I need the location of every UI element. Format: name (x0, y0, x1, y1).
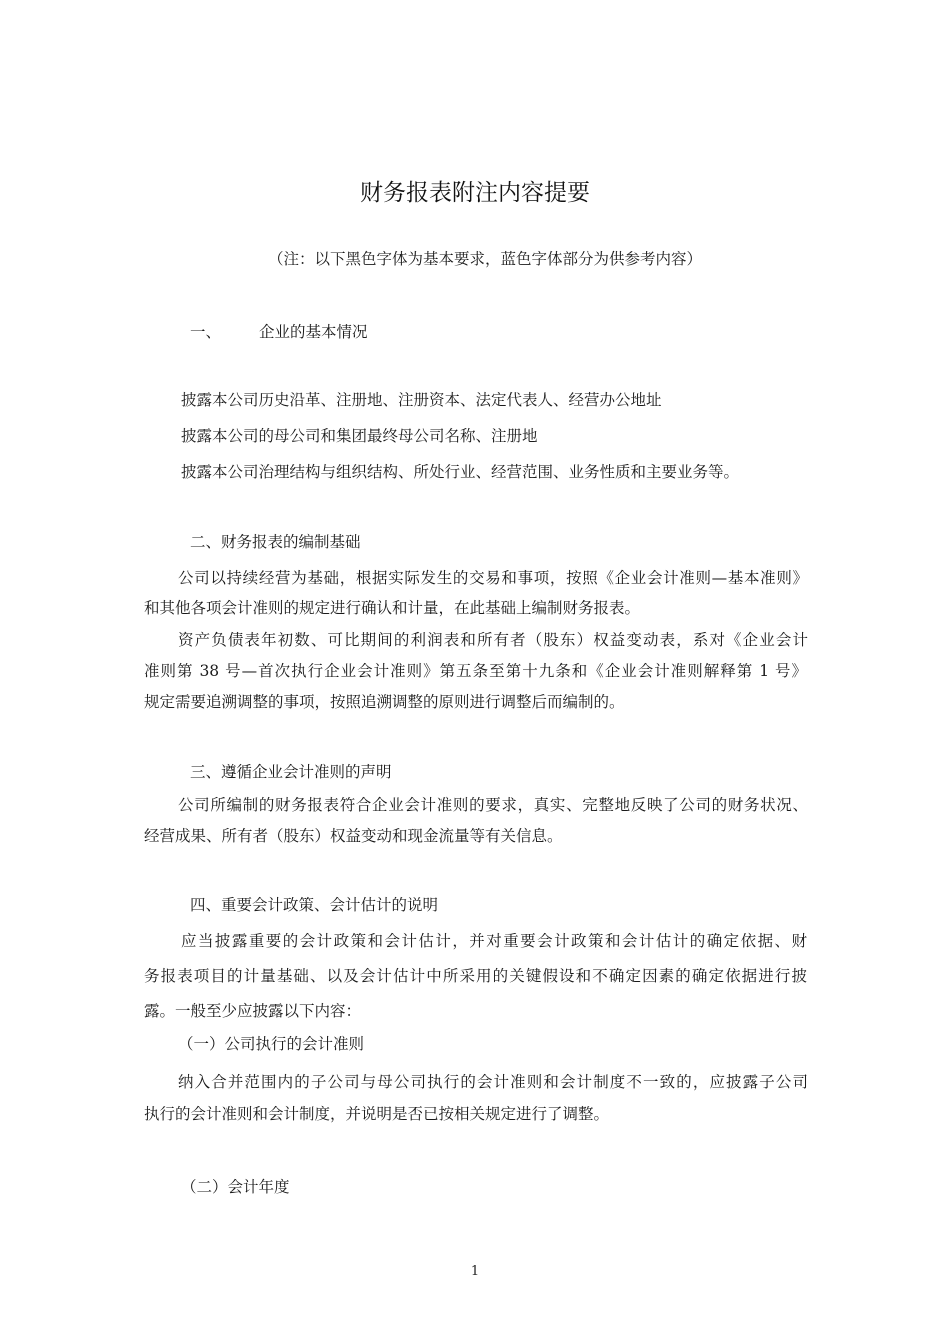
section-1-heading (190, 320, 368, 344)
section-1-item: 披露本公司治理结构与组织结构、所处行业、经营范围、业务性质和主要业务等。 (181, 463, 740, 481)
section-4-paragraph-line: 应当披露重要的会计政策和会计估计，并对重要会计政策和会计估计的确定依据、财 (181, 932, 807, 950)
subsection-1-paragraph-line: 执行的会计准则和会计制度，并说明是否已按相关规定进行了调整。 (144, 1105, 610, 1123)
page-number: 1 (470, 1264, 480, 1279)
section-1-number: 一、 (190, 323, 222, 341)
section-2-paragraph-line: 资产负债表年初数、可比期间的利润表和所有者（股东）权益变动表，系对《企业会计 (178, 631, 808, 649)
document-title: 财务报表附注内容提要 (360, 180, 590, 206)
section-1-title: 企业的基本情况 (259, 323, 368, 341)
section-3-heading: 三、遵循企业会计准则的声明 (190, 763, 392, 781)
section-1-item: 披露本公司的母公司和集团最终母公司名称、注册地 (181, 427, 538, 445)
section-2-heading: 二、财务报表的编制基础 (190, 533, 361, 551)
section-3-paragraph-line: 经营成果、所有者（股东）权益变动和现金流量等有关信息。 (144, 827, 563, 845)
section-4-paragraph-line: 务报表项目的计量基础、以及会计估计中所采用的关键假设和不确定因素的确定依据进行披 (144, 967, 807, 985)
section-2-paragraph-line: 公司以持续经营为基础，根据实际发生的交易和事项，按照《企业会计准则—基本准则》 (178, 569, 808, 587)
subsection-2-heading: （二）会计年度 (181, 1178, 290, 1196)
section-4-paragraph-line: 露。一般至少应披露以下内容： (144, 1002, 362, 1020)
section-2-paragraph-line: 准则第 38 号—首次执行企业会计准则》第五条至第十九条和《企业会计准则解释第 1 号》 (144, 662, 807, 680)
section-4-heading: 四、重要会计政策、会计估计的说明 (190, 896, 439, 914)
section-3-paragraph-line: 公司所编制的财务报表符合企业会计准则的要求，真实、完整地反映了公司的财务状况、 (178, 796, 808, 814)
document-note: （注：以下黑色字体为基本要求，蓝色字体部分为供参考内容） (268, 250, 703, 268)
section-1-item: 披露本公司历史沿革、注册地、注册资本、法定代表人、经营办公地址 (181, 391, 662, 409)
subsection-1-paragraph-line: 纳入合并范围内的子公司与母公司执行的会计准则和会计制度不一致的，应披露子公司 (178, 1073, 808, 1091)
subsection-1-heading: （一）公司执行的会计准则 (178, 1035, 365, 1053)
section-2-paragraph-line: 规定需要追溯调整的事项，按照追溯调整的原则进行调整后而编制的。 (144, 693, 625, 711)
section-2-paragraph-line: 和其他各项会计准则的规定进行确认和计量，在此基础上编制财务报表。 (144, 599, 641, 617)
